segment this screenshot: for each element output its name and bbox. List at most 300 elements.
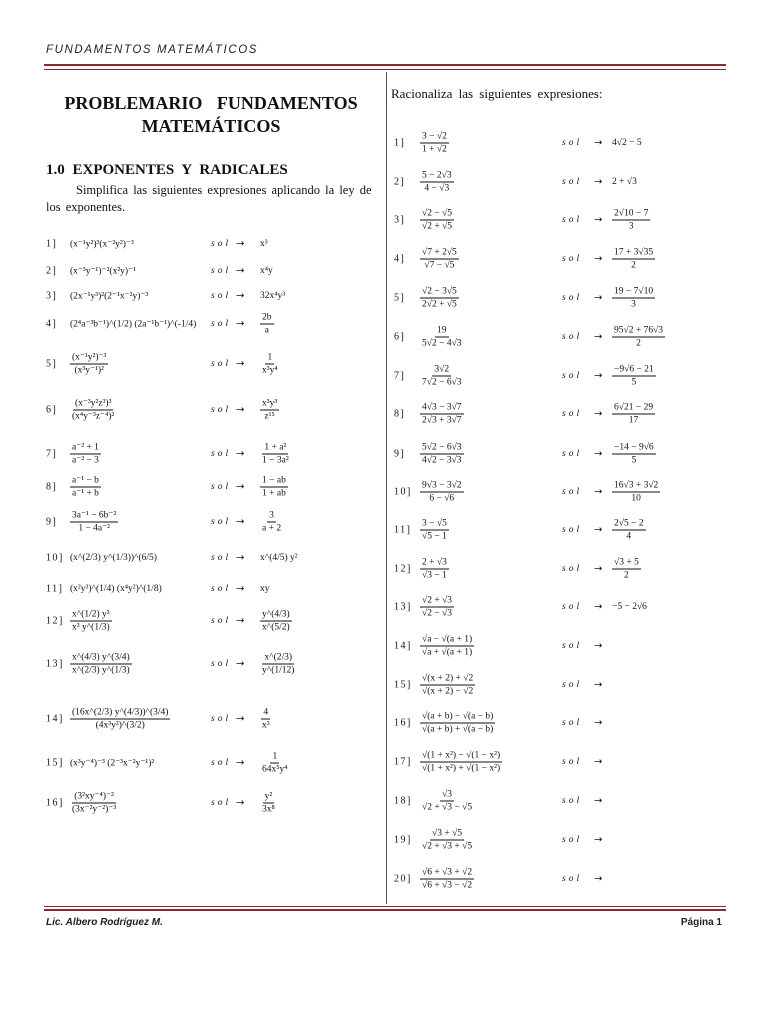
expression-fraction [420, 518, 449, 543]
answer-fraction-numerator: 2√10 − 7 [614, 208, 649, 219]
answer-fraction-numerator: −9√6 − 21 [614, 364, 654, 375]
expression-fraction [420, 364, 464, 389]
arrow-icon: → [594, 370, 603, 382]
problem-number: 13] [394, 601, 412, 613]
arrow-icon: → [236, 448, 245, 460]
footer-page-number: Página 1 [680, 917, 722, 928]
expression-fraction-numerator: 3 − √2 [422, 131, 447, 142]
arrow-icon: → [236, 552, 245, 564]
expression-text: (x^(2/3) y^(1/3))^(6/5) [70, 553, 157, 563]
answer-fraction-denominator: x³y⁴ [262, 365, 278, 376]
expression-fraction-denominator: x³ y^(1/3) [72, 622, 110, 633]
expression-text: (2⁴a⁻³b⁻¹)^(1/2) (2a⁻¹b⁻¹)^(-1/4) [70, 319, 197, 330]
sol-label: sol [562, 215, 583, 225]
expression-fraction-denominator: 4 − √3 [424, 183, 450, 194]
answer-fraction-numerator: 2√5 − 2 [614, 518, 644, 529]
problem-number: 14] [46, 713, 64, 725]
problem-number: 18] [394, 795, 412, 807]
rationalize-instructions: Racionaliza las siguientes expresiones: [391, 86, 603, 101]
problem-number: 14] [394, 640, 412, 652]
answer-fraction-denominator: x^(5/2) [262, 622, 290, 633]
problem-number: 13] [46, 658, 64, 670]
problem-number: 3] [46, 290, 58, 302]
problem-expression [420, 750, 502, 775]
arrow-icon: → [236, 516, 245, 528]
problem-row [0, 654, 768, 674]
problem-row [0, 288, 768, 308]
expression-fraction-numerator: 9√3 − 3√2 [422, 480, 462, 491]
problem-expression [420, 208, 454, 233]
expression-fraction-numerator: √(a + b) − √(a − b) [422, 711, 494, 722]
expression-fraction-denominator: 6 − √6 [429, 493, 455, 504]
problem-row [0, 520, 768, 540]
problem-expression [420, 170, 454, 195]
answer-fraction [612, 247, 655, 272]
answer-fraction-numerator: 1 [272, 751, 278, 762]
problem-expression [420, 442, 464, 467]
solution-answer [612, 442, 656, 467]
expression-fraction-denominator: √6 + √3 − √2 [422, 880, 473, 891]
expression-fraction-numerator: (16x^(2/3) y^(4/3))^(3/4) [72, 707, 169, 718]
solution-answer [260, 584, 270, 594]
expression-fraction-numerator: √2 − 3√5 [422, 286, 457, 297]
answer-fraction-denominator: 1 − 3a² [262, 455, 289, 466]
problem-number: 9] [46, 516, 58, 528]
expression-fraction-numerator: √(x + 2) + √2 [422, 673, 474, 684]
answer-fraction-numerator: 2b [262, 312, 272, 323]
solution-answer [612, 286, 655, 311]
problem-expression [420, 711, 495, 736]
problem-number: 16] [46, 797, 64, 809]
expression-fraction-denominator: 1 − 4a⁻² [78, 523, 110, 534]
problem-row [0, 444, 768, 464]
sol-label: sol [211, 449, 232, 459]
answer-fraction [612, 402, 655, 427]
problem-number: 12] [46, 615, 64, 627]
arrow-icon: → [594, 176, 603, 188]
arrow-icon: → [236, 358, 245, 370]
problem-number: 17] [394, 756, 412, 768]
problem-expression [420, 286, 459, 311]
answer-fraction-denominator: 2 [624, 570, 629, 581]
arrow-icon: → [236, 658, 245, 670]
sol-label: sol [562, 254, 583, 264]
expression-fraction-numerator: √3 + √5 [432, 828, 463, 839]
problem-row [0, 597, 768, 617]
problem-number: 6] [46, 404, 58, 416]
arrow-icon: → [236, 265, 245, 277]
sol-label: sol [211, 482, 232, 492]
header-rule-thin [44, 69, 726, 70]
expression-fraction-denominator: 7√2 − 6√3 [422, 377, 462, 388]
expression-fraction [420, 170, 454, 195]
sol-label: sol [211, 266, 232, 276]
answer-fraction-numerator: y² [264, 791, 273, 802]
expression-fraction-denominator: a⁻² − 3 [72, 455, 99, 466]
sol-label: sol [211, 291, 232, 301]
problem-row [0, 830, 768, 850]
expression-fraction-numerator: 19 [437, 325, 447, 336]
expression-fraction-numerator: 5√2 − 6√3 [422, 442, 462, 453]
sol-label: sol [562, 487, 583, 497]
expression-fraction-denominator: √(x + 2) − √2 [422, 686, 474, 697]
problem-expression [420, 325, 464, 350]
arrow-icon: → [236, 757, 245, 769]
problem-row [0, 404, 768, 424]
answer-text: x^(4/5) y² [260, 553, 298, 563]
problem-number: 15] [394, 679, 412, 691]
expression-fraction-numerator: (x⁻¹y²)⁻³ [72, 352, 107, 363]
sol-label: sol [562, 602, 583, 612]
sol-label: sol [211, 659, 232, 669]
problem-row [0, 327, 768, 347]
answer-fraction-denominator: 17 [628, 415, 639, 426]
expression-fraction-numerator: 5 − 2√3 [422, 170, 452, 181]
problem-row [0, 636, 768, 656]
expression-fraction-denominator: √5 − 1 [422, 531, 447, 542]
problem-row [0, 869, 768, 889]
problem-row [0, 791, 768, 811]
arrow-icon: → [236, 583, 245, 595]
expression-fraction-denominator: a⁻¹ + b [72, 488, 99, 499]
sol-label: sol [211, 798, 232, 808]
problem-number: 11] [46, 583, 64, 595]
solution-answer [612, 402, 655, 427]
expression-fraction-denominator: 5√2 − 4√3 [422, 338, 462, 349]
problem-expression [420, 828, 474, 853]
expression-fraction-numerator: 3√2 [434, 364, 450, 375]
arrow-icon: → [236, 290, 245, 302]
expression-fraction [420, 867, 474, 892]
expression-fraction [420, 595, 454, 620]
arrow-icon: → [594, 679, 603, 691]
problem-number: 1] [394, 137, 406, 149]
arrow-icon: → [594, 331, 603, 343]
answer-fraction-denominator: 1 + ab [262, 488, 286, 499]
arrow-icon: → [594, 253, 603, 265]
arrow-icon: → [594, 408, 603, 420]
solution-answer [612, 602, 647, 612]
arrow-icon: → [594, 601, 603, 613]
expression-fraction [420, 442, 464, 467]
answer-fraction-denominator: 64x⁵y⁴ [262, 764, 288, 775]
answer-fraction-denominator: y^(1/12) [262, 665, 295, 676]
expression-fraction [420, 557, 449, 582]
expression-text: (x²y³)^(1/4) (x⁴y²)^(1/8) [70, 584, 162, 594]
expression-fraction [420, 480, 464, 505]
expression-fraction-numerator: 4√3 − 3√7 [422, 402, 462, 413]
expression-fraction [420, 750, 502, 775]
expression-fraction-denominator: √2 − √3 [422, 608, 453, 619]
sol-label: sol [211, 584, 232, 594]
expression-fraction-denominator: 2√3 + 3√7 [422, 415, 462, 426]
footer-rule-thin [44, 906, 726, 907]
answer-fraction-denominator: 3 [628, 221, 634, 232]
expression-fraction [420, 789, 474, 814]
answer-fraction-denominator: a [264, 325, 269, 336]
expression-fraction [420, 325, 464, 350]
problem-number: 15] [46, 757, 64, 769]
arrow-icon: → [594, 486, 603, 498]
problem-number: 8] [46, 481, 58, 493]
sol-label: sol [211, 714, 232, 724]
answer-fraction [612, 480, 660, 505]
sol-label: sol [562, 371, 583, 381]
sol-label: sol [211, 239, 232, 249]
sol-label: sol [562, 564, 583, 574]
problem-number: 5] [394, 292, 406, 304]
answer-fraction-denominator: 5 [631, 377, 637, 388]
arrow-icon: → [594, 834, 603, 846]
problem-number: 6] [394, 331, 406, 343]
answer-fraction-numerator: 19 − 7√10 [614, 286, 654, 297]
answer-text: x³ [260, 239, 268, 249]
expression-fraction-denominator: 2√2 + √5 [422, 299, 457, 310]
arrow-icon: → [236, 318, 245, 330]
expression-fraction-denominator: √7 − √5 [424, 260, 455, 271]
answer-fraction-denominator: x³ [262, 720, 270, 731]
sol-label: sol [211, 319, 232, 329]
expression-fraction-denominator: 1 + √2 [422, 144, 447, 155]
answer-fraction-numerator: 6√21 − 29 [614, 402, 654, 413]
problem-number: 20] [394, 873, 412, 885]
problem-number: 7] [46, 448, 58, 460]
problem-expression [420, 789, 474, 814]
solution-answer [260, 239, 268, 249]
problem-row [0, 579, 768, 599]
expression-fraction-numerator: √6 + √3 + √2 [422, 867, 473, 878]
arrow-icon: → [594, 717, 603, 729]
expression-fraction-denominator: √2 + √3 + √5 [422, 841, 473, 852]
expression-fraction-numerator: a⁻² + 1 [72, 442, 99, 453]
sol-label: sol [562, 874, 583, 884]
arrow-icon: → [594, 292, 603, 304]
answer-fraction-numerator: 1 + a² [264, 442, 287, 453]
answer-fraction-numerator: 1 [267, 352, 273, 363]
answer-fraction-numerator: y^(4/3) [262, 609, 290, 620]
answer-text: xy [260, 584, 270, 594]
answer-fraction-denominator: 10 [631, 493, 641, 504]
arrow-icon: → [594, 137, 603, 149]
problem-row [0, 482, 768, 502]
answer-fraction-denominator: a + 2 [262, 523, 282, 534]
answer-fraction [612, 364, 656, 389]
expression-fraction-denominator: x^(2/3) y^(1/3) [72, 665, 130, 676]
expression-fraction-denominator: 4√2 − 3√3 [422, 455, 462, 466]
arrow-icon: → [594, 873, 603, 885]
arrow-icon: → [594, 640, 603, 652]
answer-fraction-denominator: 3 [631, 299, 636, 310]
expression-fraction-numerator: x^(1/2) y³ [72, 609, 110, 620]
problem-expression [420, 480, 464, 505]
solution-answer [612, 208, 650, 233]
expression-fraction-numerator: 3a⁻¹ − 6b⁻² [72, 510, 117, 521]
document-title: PROBLEMARIO FUNDAMENTOS MATEMÁTICOS [64, 93, 358, 136]
sol-label: sol [211, 758, 232, 768]
problem-expression [420, 131, 449, 156]
sol-label: sol [562, 293, 583, 303]
answer-fraction-numerator: −14 − 9√6 [614, 442, 654, 453]
expression-fraction [420, 828, 474, 853]
answer-fraction-denominator: z¹⁵ [264, 411, 275, 422]
expression-fraction-numerator: 3 − √5 [422, 518, 447, 529]
problem-number: 11] [394, 524, 412, 536]
problem-expression [420, 518, 449, 543]
sol-label: sol [562, 138, 583, 148]
answer-text: x⁴y [260, 266, 273, 276]
expression-fraction-denominator: (3x⁻²y⁻²)⁻³ [72, 804, 117, 815]
expression-fraction-numerator: √a − √(a + 1) [422, 634, 473, 645]
arrow-icon: → [594, 448, 603, 460]
sol-label: sol [211, 359, 232, 369]
arrow-icon: → [594, 795, 603, 807]
answer-text: 2 + √3 [612, 177, 637, 187]
expression-fraction-denominator: √2 + √3 − √5 [422, 802, 473, 813]
answer-fraction-numerator: 17 + 3√35 [614, 247, 654, 258]
problem-number: 12] [394, 563, 412, 575]
problem-row [0, 559, 768, 579]
expression-fraction-denominator: (x³y⁻¹)² [74, 365, 104, 376]
problem-number: 1] [46, 238, 58, 250]
answer-text: 32x⁴y³ [260, 291, 286, 301]
answer-fraction [612, 442, 656, 467]
answer-fraction-denominator: 3x⁸ [262, 804, 275, 815]
expression-fraction [420, 402, 464, 427]
arrow-icon: → [594, 214, 603, 226]
expression-fraction-numerator: √3 [442, 789, 453, 800]
footer-rule [44, 909, 726, 911]
answer-fraction-numerator: 3 [269, 510, 274, 521]
problem-row [0, 752, 768, 772]
expression-fraction-denominator: √3 − 1 [422, 570, 447, 581]
answer-fraction [612, 518, 646, 543]
arrow-icon: → [236, 404, 245, 416]
arrow-icon: → [594, 524, 603, 536]
problem-row [0, 675, 768, 695]
problem-row [0, 172, 768, 192]
expression-fraction-numerator: √7 + 2√5 [422, 247, 457, 258]
answer-fraction-denominator: 4 [626, 531, 632, 542]
arrow-icon: → [236, 238, 245, 250]
arrow-icon: → [594, 756, 603, 768]
sol-label: sol [562, 757, 583, 767]
problem-number: 10] [394, 486, 412, 498]
expression-fraction-numerator: (x⁻³y²z³)³ [74, 398, 112, 409]
solution-answer [612, 518, 646, 543]
problem-row [0, 366, 768, 386]
expression-fraction [420, 711, 495, 736]
solution-answer [612, 247, 655, 272]
expression-fraction [420, 286, 459, 311]
arrow-icon: → [236, 481, 245, 493]
expression-fraction-denominator: √2 + √5 [422, 221, 453, 232]
answer-fraction-denominator: 2 [631, 260, 636, 271]
problem-row [0, 249, 768, 269]
expression-fraction [420, 673, 475, 698]
sol-label: sol [562, 835, 583, 845]
footer-author: Lic. Albero Rodríguez M. [46, 917, 163, 928]
problem-row [0, 210, 768, 230]
expression-fraction-denominator: √a + √(a + 1) [422, 647, 473, 658]
problem-row [0, 133, 768, 153]
problem-number: 8] [394, 408, 406, 420]
answer-fraction [612, 286, 655, 311]
problem-expression [420, 402, 464, 427]
solution-answer [612, 364, 656, 389]
expression-fraction [420, 208, 454, 233]
problem-expression [420, 557, 449, 582]
problem-expression [420, 867, 474, 892]
expression-fraction-denominator: (x⁴y⁻³z⁻⁴)² [72, 411, 115, 422]
expression-text: (2x⁻¹y³)²(2⁻¹x⁻²y)⁻³ [70, 291, 149, 302]
sol-label: sol [211, 517, 232, 527]
header-title: FUNDAMENTOS MATEMÁTICOS [46, 44, 259, 56]
expression-fraction-numerator: √2 + √3 [422, 595, 453, 606]
sol-label: sol [562, 680, 583, 690]
expression-fraction [420, 131, 449, 156]
problem-number: 2] [46, 265, 58, 277]
sol-label: sol [211, 553, 232, 563]
sol-label: sol [562, 641, 583, 651]
solution-answer [612, 138, 642, 148]
problem-number: 4] [46, 318, 58, 330]
answer-fraction [612, 208, 650, 233]
expression-fraction-denominator: √(a + b) + √(a − b) [422, 724, 494, 735]
answer-fraction [612, 325, 665, 350]
answer-fraction [612, 557, 641, 582]
expression-fraction-numerator: √2 − √5 [422, 208, 453, 219]
answer-fraction-denominator: 5 [631, 455, 637, 466]
problem-expression [420, 595, 454, 620]
problem-row [0, 713, 768, 733]
answer-fraction-numerator: 4 [263, 707, 269, 718]
sol-label: sol [562, 177, 583, 187]
problem-number: 2] [394, 176, 406, 188]
section-instructions: Simplifica las siguientes expresiones aplicando la ley de los exponentes. [46, 183, 372, 214]
answer-fraction-numerator: 95√2 + 76√3 [614, 325, 664, 336]
problem-number: 4] [394, 253, 406, 265]
expression-fraction-denominator: (4x³y²)^(3/2) [95, 720, 145, 731]
problem-expression [420, 247, 459, 272]
answer-fraction-numerator: 1 − ab [262, 475, 286, 486]
arrow-icon: → [236, 713, 245, 725]
expression-text: (x⁻¹y²)³(x⁻²y²)⁻³ [70, 239, 134, 250]
sol-label: sol [562, 449, 583, 459]
problem-expression [420, 673, 475, 698]
sol-label: sol [562, 796, 583, 806]
expression-fraction-denominator: √(1 + x²) + √(1 − x²) [422, 763, 501, 774]
answer-fraction-denominator: 2 [636, 338, 641, 349]
expression-text: (x³y⁻⁴)⁻³ (2⁻³x⁻²y⁻¹)² [70, 758, 155, 769]
problem-number: 19] [394, 834, 412, 846]
solution-answer [612, 325, 665, 350]
answer-fraction-numerator: x³y³ [262, 398, 278, 409]
problem-expression [420, 364, 464, 389]
sol-label: sol [562, 525, 583, 535]
problem-number: 5] [46, 358, 58, 370]
problem-number: 16] [394, 717, 412, 729]
sol-label: sol [211, 405, 232, 415]
solution-answer [612, 177, 637, 187]
arrow-icon: → [594, 563, 603, 575]
solution-answer [612, 557, 641, 582]
expression-text: (x⁻³y⁻¹)⁻²(x²y)⁻¹ [70, 266, 136, 277]
answer-fraction-numerator: √3 + 5 [614, 557, 639, 568]
expression-fraction-numerator: 2 + √3 [422, 557, 447, 568]
answer-text: −5 − 2√6 [612, 602, 647, 612]
problem-number: 10] [46, 552, 64, 564]
answer-fraction-numerator: 16√3 + 3√2 [614, 480, 659, 491]
